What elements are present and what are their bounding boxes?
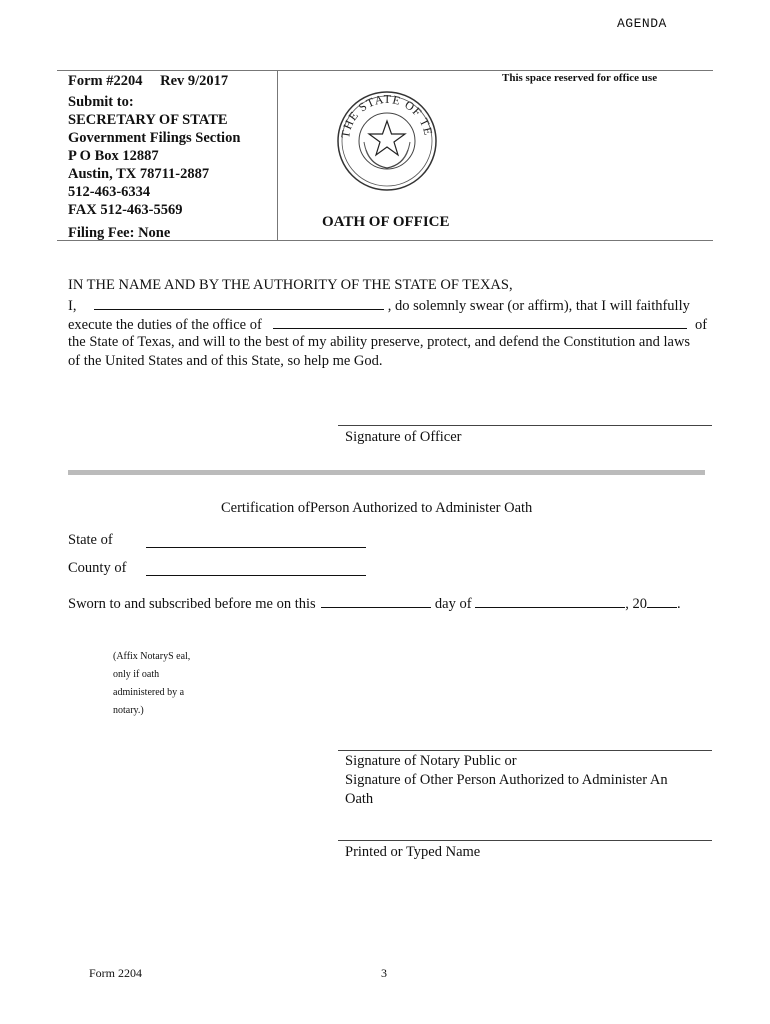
office-title-field[interactable] <box>273 314 687 329</box>
printed-name-label: Printed or Typed Name <box>345 844 481 860</box>
page-number: 3 <box>381 966 387 980</box>
form-number <box>68 72 228 90</box>
filing-fee: Filing Fee: None <box>68 225 171 241</box>
oath-line-4: the State of Texas, and will to the best of my ability preserve, protect, and defend the Constitution and laws <box>68 334 691 350</box>
oath-swear-text: , do solemnly swear (or affirm), that I will faithfully <box>387 298 690 314</box>
notary-seal-note <box>113 648 190 720</box>
po-box: P O Box 12887 <box>68 148 159 164</box>
notary-signature-label <box>345 752 705 809</box>
form-id: Form #2204 <box>68 73 143 89</box>
printed-name-line[interactable] <box>338 840 712 841</box>
notary-sig-text-1: Signature of Notary Public or <box>345 753 517 769</box>
oath-line-1: IN THE NAME AND BY THE AUTHORITY OF THE STATE OF TEXAS, <box>68 277 513 293</box>
city-zip: Austin, TX 78711-2887 <box>68 166 210 182</box>
agenda-label: AGENDA <box>617 16 667 31</box>
submit-to-block <box>68 93 240 219</box>
oath-line-5: of the United States and of this State, so help me God. <box>68 353 383 369</box>
reserved-space-note: This space reserved for office use <box>502 72 658 84</box>
office-name: SECRETARY OF STATE <box>68 112 228 128</box>
certification-title: Certification ofPerson Authorized to Administer Oath <box>221 500 533 516</box>
oath-execute-text: execute the duties of the office of <box>68 317 262 333</box>
form-title: OATH OF OFFICE <box>322 214 450 230</box>
county-label: County of <box>68 560 127 576</box>
office-section: Government Filings Section <box>68 130 241 146</box>
oath-of-text: of <box>695 317 708 333</box>
svg-text:THE STATE OF TEXAS: THE STATE OF TE <box>338 91 436 140</box>
sworn-line <box>68 593 708 614</box>
sworn-month-field[interactable] <box>475 593 625 608</box>
notary-signature-line[interactable] <box>338 750 712 751</box>
oath-line-3 <box>68 314 708 335</box>
section-divider <box>68 470 705 475</box>
sworn-year-prefix: , 20 <box>625 596 647 612</box>
fax: FAX 512-463-5569 <box>68 202 183 218</box>
submit-to-label: Submit to: <box>68 94 134 110</box>
sworn-year-field[interactable] <box>647 593 677 608</box>
oath-i: I, <box>68 298 77 314</box>
officer-name-field[interactable] <box>94 295 384 310</box>
notary-note-line: administered by a <box>113 687 185 698</box>
notary-note-line: only if oath <box>113 669 160 680</box>
county-field[interactable] <box>146 575 366 576</box>
notary-note-line: notary.) <box>113 705 144 716</box>
state-field[interactable] <box>146 547 366 548</box>
officer-signature-line[interactable] <box>338 425 712 426</box>
sworn-end: . <box>676 596 681 612</box>
officer-signature-label: Signature of Officer <box>345 429 462 445</box>
header-divider <box>277 70 278 240</box>
form-revision: Rev 9/2017 <box>160 73 229 89</box>
notary-sig-text-2: Signature of Other Person Authorized to Administer An <box>345 772 668 788</box>
texas-seal-icon <box>336 90 438 192</box>
phone: 512-463-6334 <box>68 184 151 200</box>
notary-sig-text-3: Oath <box>345 791 374 807</box>
state-label: State of <box>68 532 113 548</box>
footer-form-label: Form 2204 <box>89 966 143 980</box>
header-top-rule <box>57 70 713 71</box>
sworn-day-field[interactable] <box>321 593 431 608</box>
sworn-day-of: day of <box>434 596 472 612</box>
oath-line-2 <box>68 295 708 316</box>
notary-note-line: (Affix NotaryS eal, <box>113 651 191 662</box>
sworn-text: Sworn to and subscribed before me on this <box>68 596 316 612</box>
